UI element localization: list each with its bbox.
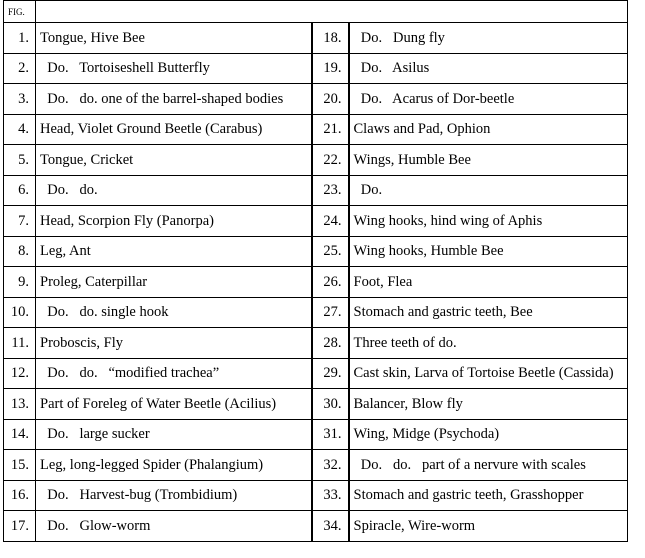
- fig-description-left: Part of Foreleg of Water Beetle (Acilius): [36, 389, 312, 420]
- fig-number-right: 23.: [312, 175, 349, 206]
- fig-number-left: 10.: [4, 297, 36, 328]
- fig-number-left: 5.: [4, 145, 36, 176]
- fig-description-left: Leg, Ant: [36, 236, 312, 267]
- fig-number-right: 25.: [312, 236, 349, 267]
- fig-description-left: Do. do.: [36, 175, 312, 206]
- fig-description-left: Proboscis, Fly: [36, 328, 312, 359]
- fig-number-left: 17.: [4, 511, 36, 542]
- fig-description-left: Proleg, Caterpillar: [36, 267, 312, 298]
- fig-number-left: 1.: [4, 23, 36, 54]
- table-row: [4, 511, 628, 542]
- fig-number-right: 27.: [312, 297, 349, 328]
- fig-number-left: 2.: [4, 53, 36, 84]
- fig-description-right: Do. Acarus of Dor-beetle: [349, 84, 628, 115]
- table-row: [4, 84, 628, 115]
- fig-number-right: 22.: [312, 145, 349, 176]
- table-row: [4, 480, 628, 511]
- table-row: [4, 53, 628, 84]
- fig-description-right: Do.: [349, 175, 628, 206]
- table-row: [4, 175, 628, 206]
- fig-description-left: Do. Tortoiseshell Butterfly: [36, 53, 312, 84]
- fig-description-right: Spiracle, Wire-worm: [349, 511, 628, 542]
- fig-number-left: 3.: [4, 84, 36, 115]
- table-row: [4, 267, 628, 298]
- figure-index-table: [3, 0, 628, 542]
- fig-number-right: 28.: [312, 328, 349, 359]
- fig-description-left: Head, Scorpion Fly (Panorpa): [36, 206, 312, 237]
- fig-description-right: Stomach and gastric teeth, Grasshopper: [349, 480, 628, 511]
- fig-number-right: 31.: [312, 419, 349, 450]
- fig-description-right: Do. Asilus: [349, 53, 628, 84]
- fig-number-left: 8.: [4, 236, 36, 267]
- table-row: [4, 23, 628, 54]
- fig-number-right: 21.: [312, 114, 349, 145]
- fig-number-right: 33.: [312, 480, 349, 511]
- fig-description-left: Do. do. one of the barrel-shaped bodies: [36, 84, 312, 115]
- fig-number-left: 14.: [4, 419, 36, 450]
- fig-number-right: 20.: [312, 84, 349, 115]
- fig-number-right: 32.: [312, 450, 349, 481]
- fig-number-left: 9.: [4, 267, 36, 298]
- fig-description-left: Do. Harvest-bug (Trombidium): [36, 480, 312, 511]
- fig-description-right: Foot, Flea: [349, 267, 628, 298]
- fig-description-right: Three teeth of do.: [349, 328, 628, 359]
- header-blank-cell: [36, 1, 628, 23]
- fig-description-left: Do. do. “modified trachea”: [36, 358, 312, 389]
- fig-number-right: 29.: [312, 358, 349, 389]
- fig-number-right: 30.: [312, 389, 349, 420]
- table-row: [4, 236, 628, 267]
- fig-number-left: 15.: [4, 450, 36, 481]
- fig-number-right: 34.: [312, 511, 349, 542]
- fig-header-label: FIG.: [4, 1, 36, 23]
- fig-number-left: 13.: [4, 389, 36, 420]
- fig-description-right: Wing, Midge (Psychoda): [349, 419, 628, 450]
- fig-description-left: Tongue, Cricket: [36, 145, 312, 176]
- figure-index-body: [4, 1, 628, 542]
- fig-description-right: Do. Dung fly: [349, 23, 628, 54]
- fig-description-right: Stomach and gastric teeth, Bee: [349, 297, 628, 328]
- fig-description-right: Wing hooks, hind wing of Aphis: [349, 206, 628, 237]
- fig-description-left: Do. do. single hook: [36, 297, 312, 328]
- fig-description-right: Cast skin, Larva of Tortoise Beetle (Cassida): [349, 358, 628, 389]
- table-row: [4, 114, 628, 145]
- fig-number-right: 19.: [312, 53, 349, 84]
- fig-number-right: 26.: [312, 267, 349, 298]
- table-row: [4, 297, 628, 328]
- fig-number-left: 11.: [4, 328, 36, 359]
- table-row: [4, 389, 628, 420]
- table-row: [4, 328, 628, 359]
- fig-description-left: Do. large sucker: [36, 419, 312, 450]
- header-row: [4, 1, 628, 23]
- fig-number-right: 18.: [312, 23, 349, 54]
- fig-description-left: Tongue, Hive Bee: [36, 23, 312, 54]
- fig-description-left: Do. Glow-worm: [36, 511, 312, 542]
- table-row: [4, 450, 628, 481]
- table-row: [4, 145, 628, 176]
- fig-number-left: 4.: [4, 114, 36, 145]
- fig-description-right: Claws and Pad, Ophion: [349, 114, 628, 145]
- fig-number-left: 7.: [4, 206, 36, 237]
- fig-description-right: Wings, Humble Bee: [349, 145, 628, 176]
- table-row: [4, 206, 628, 237]
- fig-description-left: Leg, long-legged Spider (Phalangium): [36, 450, 312, 481]
- fig-description-right: Balancer, Blow fly: [349, 389, 628, 420]
- fig-description-right: Wing hooks, Humble Bee: [349, 236, 628, 267]
- table-row: [4, 419, 628, 450]
- fig-description-left: Head, Violet Ground Beetle (Carabus): [36, 114, 312, 145]
- fig-number-left: 12.: [4, 358, 36, 389]
- fig-number-left: 16.: [4, 480, 36, 511]
- fig-description-right: Do. do. part of a nervure with scales: [349, 450, 628, 481]
- fig-number-left: 6.: [4, 175, 36, 206]
- fig-number-right: 24.: [312, 206, 349, 237]
- table-row: [4, 358, 628, 389]
